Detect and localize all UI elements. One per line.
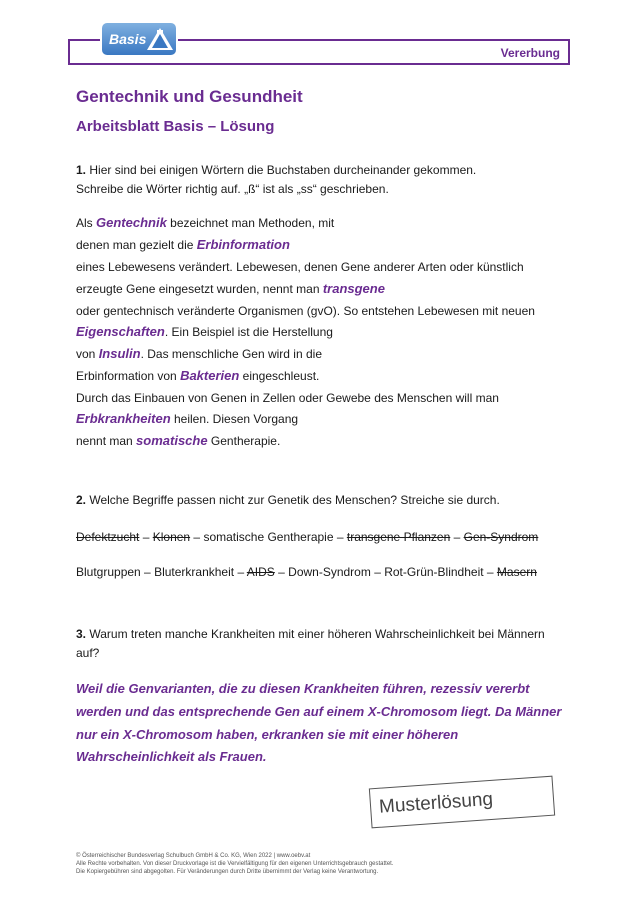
q1-paragraph-line	[76, 324, 333, 339]
q2-text: Welche Begriffe passen nicht zur Genetik des Menschen? Streiche sie durch.	[89, 493, 500, 507]
kept-term: Rot-Grün-Blindheit	[384, 565, 484, 579]
q1-text: eingeschleust.	[239, 369, 320, 383]
q1-text-1: Hier sind bei einigen Wörtern die Buchstaben durcheinander gekommen.	[89, 163, 477, 177]
kept-term: somatische Gentherapie	[203, 530, 334, 544]
q1-text: erzeugte Gene eingesetzt wurden, nennt man	[76, 282, 323, 296]
q3-prompt-line-1	[76, 627, 545, 641]
kept-term: Blutgruppen	[76, 565, 141, 579]
footer-copyright: © Österreichischer Bundesverlag Schulbuch GmbH & Co. KG, Wien 2022 | www.oebv.at	[76, 853, 311, 859]
struck-term: Defektzucht	[76, 530, 140, 544]
q1-number: 1.	[76, 163, 87, 177]
q1-text: nennt man	[76, 434, 137, 448]
basis-logo	[100, 21, 178, 57]
q1-answer-word: transgene	[322, 281, 385, 296]
pyramid-icon	[146, 26, 174, 52]
term-separator: –	[139, 530, 153, 544]
q1-prompt-line-1	[76, 163, 476, 177]
q1-paragraph-line	[76, 259, 524, 274]
q1-text: . Ein Beispiel ist die Herstellung	[164, 325, 333, 339]
q1-text: oder gentechnisch veränderte Organismen (gvO). So entstehen Lebewesen mit neuen	[76, 304, 535, 318]
q1-paragraph-line	[76, 281, 385, 296]
q2-prompt	[76, 493, 500, 507]
q1-answer-word: Erbkrankheiten	[76, 411, 171, 426]
q1-paragraph-line	[76, 303, 535, 318]
q1-text: Durch das Einbauen von Genen in Zellen oder Gewebe des Menschen will man	[76, 391, 499, 405]
q1-text: . Das menschliche Gen wird in die	[140, 347, 322, 361]
q1-text: bezeichnet man Methoden, mit	[166, 216, 335, 230]
term-separator: –	[483, 565, 497, 579]
q1-answer-word: Erbinformation	[196, 237, 290, 252]
q3-text-2: auf?	[76, 646, 100, 660]
term-separator: –	[190, 530, 204, 544]
footer-fees: Die Kopiergebühren sind abgegolten. Für Veränderungen durch Dritte übernimmt der Verlag keine Verantwortung.	[76, 869, 379, 875]
q1-paragraph-line	[76, 346, 322, 361]
logo-text: Basis	[109, 31, 147, 47]
q3-answer-line: Wahrscheinlichkeit als Frauen.	[76, 749, 267, 764]
struck-term: Klonen	[152, 530, 191, 544]
q1-text: Erbinformation von	[76, 369, 181, 383]
q1-paragraph-line	[76, 368, 319, 383]
q3-answer-line: Weil die Genvarianten, die zu diesen Krankheiten führen, rezessiv vererbt	[76, 681, 530, 696]
q1-text: eines Lebewesens verändert. Lebewesen, denen Gene anderer Arten oder künstlich	[76, 260, 524, 274]
stamp-text: Musterlösung	[378, 788, 494, 818]
q1-paragraph-line	[76, 237, 290, 252]
q1-paragraph-line	[76, 433, 280, 448]
term-separator: –	[234, 565, 247, 579]
kept-term: Down-Syndrom	[288, 565, 371, 579]
footer-rights: Alle Rechte vorbehalten. Von dieser Druckvorlage ist die Vervielfältigung für den eigenen Unterrichtsgebrauch gestattet.	[76, 861, 394, 867]
page-subtitle: Arbeitsblatt Basis – Lösung	[76, 118, 275, 135]
q3-answer-line: nur ein X-Chromosom haben, erkranken sie mit einer höheren	[76, 727, 459, 742]
term-separator: –	[370, 565, 385, 579]
q1-answer-word: Gentechnik	[96, 215, 167, 230]
q1-answer-word: Insulin	[98, 346, 141, 361]
q3-number: 3.	[76, 627, 87, 641]
q1-text: heilen. Diesen Vorgang	[170, 412, 299, 426]
solution-stamp	[369, 776, 555, 829]
q3-answer-line: werden und das entsprechende Gen auf einem X-Chromosom liegt. Da Männer	[76, 704, 562, 719]
struck-term: transgene Pflanzen	[346, 530, 451, 544]
q1-text: Gentherapie.	[207, 434, 281, 448]
term-separator: –	[450, 530, 464, 544]
q1-answer-word: somatische	[136, 433, 208, 448]
kept-term: Bluterkrankheit	[154, 565, 235, 579]
q1-answer-word: Eigenschaften	[76, 324, 165, 339]
q3-text-1: Warum treten manche Krankheiten mit einer höheren Wahrscheinlichkeit bei Männern	[89, 627, 545, 641]
q1-text-2: Schreibe die Wörter richtig auf. „ß“ ist als „ss“ geschrieben.	[76, 182, 389, 196]
term-separator: –	[274, 565, 289, 579]
q1-paragraph-line	[76, 215, 334, 230]
term-separator: –	[140, 565, 155, 579]
page-title: Gentechnik und Gesundheit	[76, 87, 303, 106]
q1-text: Als	[76, 216, 97, 230]
q1-text: von	[76, 347, 99, 361]
q2-term-row-2	[76, 565, 537, 579]
q1-paragraph-line	[76, 390, 499, 405]
q1-paragraph-line	[76, 411, 298, 426]
topic-label: Vererbung	[500, 46, 560, 60]
q2-term-row-1	[76, 530, 538, 544]
struck-term: AIDS	[246, 565, 275, 579]
q2-number: 2.	[76, 493, 87, 507]
logo-badge	[102, 23, 176, 55]
struck-term: Gen-Syndrom	[463, 530, 539, 544]
term-separator: –	[333, 530, 347, 544]
q1-answer-word: Bakterien	[180, 368, 240, 383]
struck-term: Masern	[496, 565, 537, 579]
q1-text: denen man gezielt die	[76, 238, 197, 252]
